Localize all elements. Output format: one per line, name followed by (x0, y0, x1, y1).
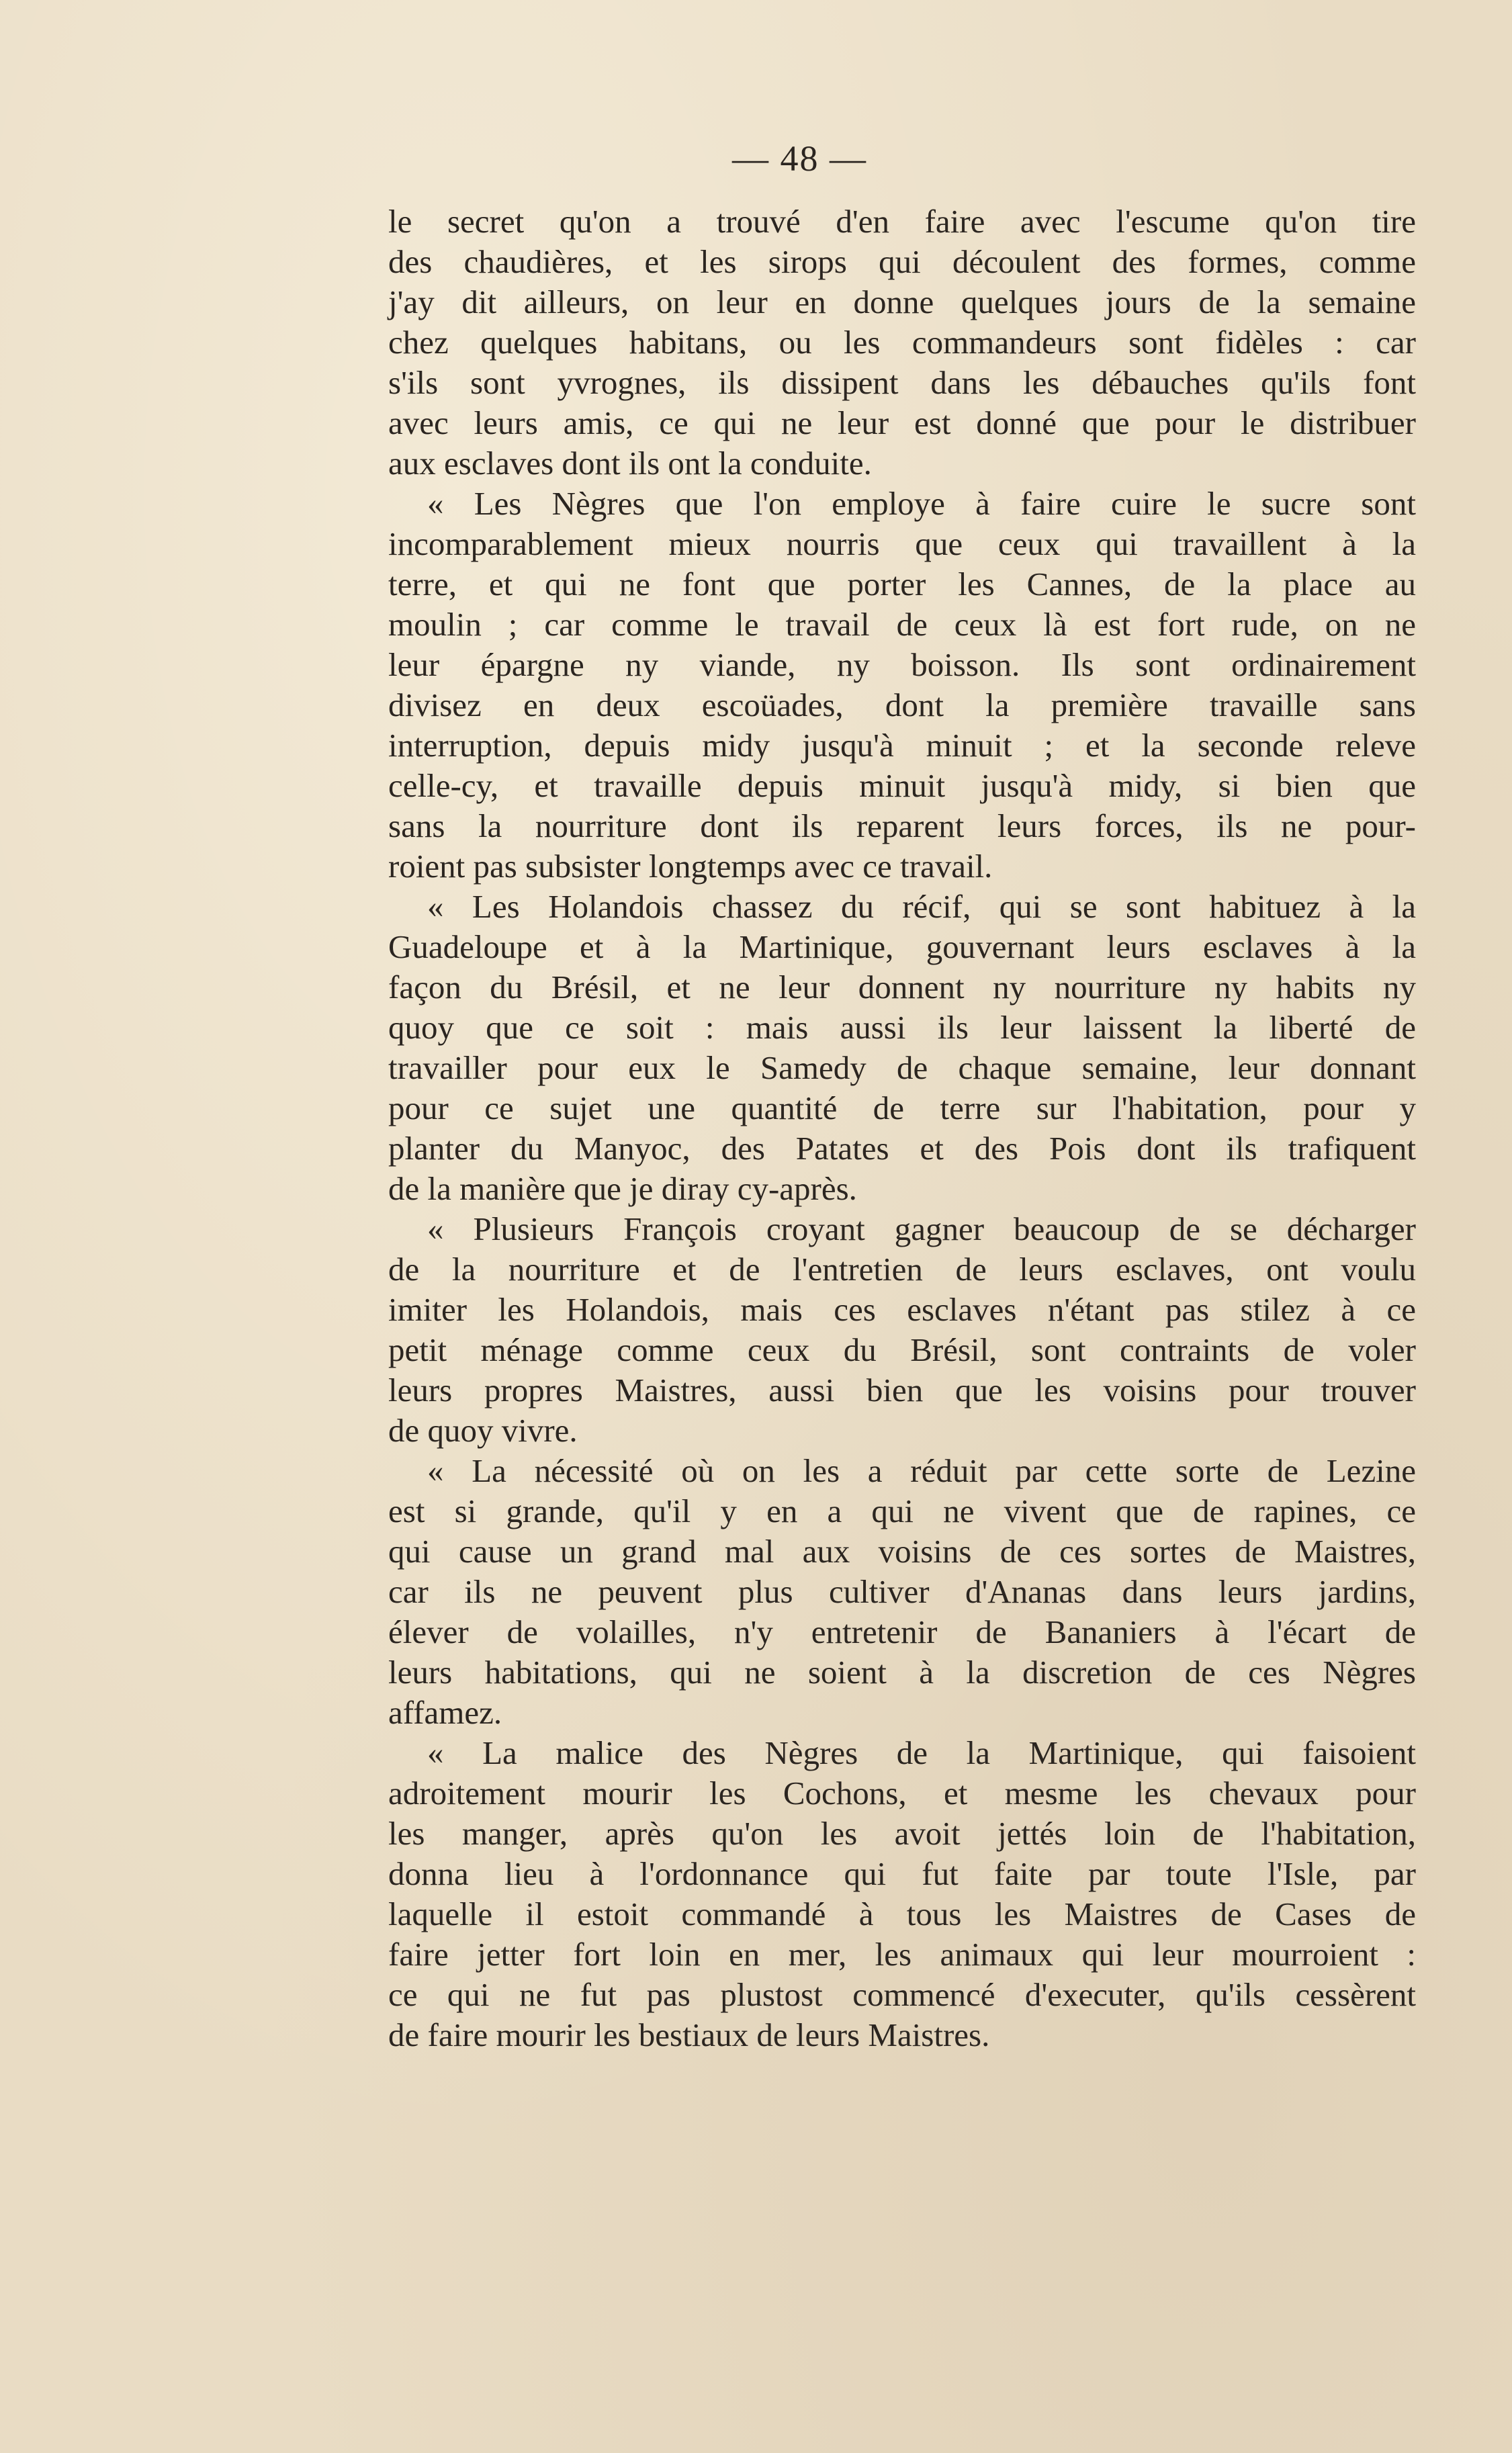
text-line: « Les Nègres que l'on employe à faire cuire le sucre sont (427, 485, 1416, 522)
text-line: chez quelques habitans, ou les commandeurs sont fidèles : car (388, 324, 1416, 361)
text-line: faire jetter fort loin en mer, les animaux qui leur mourroient : (388, 1936, 1416, 1973)
text-line: de la nourriture et de l'entretien de leurs esclaves, ont voulu (388, 1251, 1416, 1288)
text-line: sans la nourriture dont ils reparent leurs forces, ils ne pour- (388, 807, 1416, 844)
text-line: qui cause un grand mal aux voisins de ces sortes de Maistres, (388, 1533, 1416, 1570)
text-line: car ils ne peuvent plus cultiver d'Ananas dans leurs jardins, (388, 1573, 1416, 1610)
text-line: quoy que ce soit : mais aussi ils leur laissent la liberté de (388, 1009, 1416, 1046)
text-line: interruption, depuis midy jusqu'à minuit ; et la seconde releve (388, 727, 1416, 764)
text-line: donna lieu à l'ordonnance qui fut faite par toute l'Isle, par (388, 1855, 1416, 1892)
text-line: de faire mourir les bestiaux de leurs Maistres. (388, 2016, 990, 2053)
text-line: affamez. (388, 1694, 502, 1731)
text-line: petit ménage comme ceux du Brésil, sont contraints de voler (388, 1331, 1416, 1368)
text-line: Guadeloupe et à la Martinique, gouvernant leurs esclaves à la (388, 928, 1416, 965)
text-line: laquelle il estoit commandé à tous les Maistres de Cases de (388, 1896, 1416, 1932)
text-line: le secret qu'on a trouvé d'en faire avec l'escume qu'on tire (388, 203, 1416, 240)
text-line: s'ils sont yvrognes, ils dissipent dans les débauches qu'ils font (388, 364, 1416, 401)
text-line: leurs propres Maistres, aussi bien que les voisins pour trouver (388, 1372, 1416, 1409)
text-line: est si grande, qu'il y en a qui ne vivent que de rapines, ce (388, 1492, 1416, 1529)
text-line: les manger, après qu'on les avoit jettés loin de l'habitation, (388, 1815, 1416, 1852)
text-line: incomparablement mieux nourris que ceux qui travaillent à la (388, 525, 1416, 562)
page-number: — 48 — (732, 138, 867, 179)
text-line: « La malice des Nègres de la Martinique, qui faisoient (427, 1734, 1416, 1771)
text-line: celle-cy, et travaille depuis minuit jusqu'à midy, si bien que (388, 767, 1416, 804)
text-line: divisez en deux escoüades, dont la première travaille sans (388, 686, 1416, 723)
text-line: pour ce sujet une quantité de terre sur l'habitation, pour y (388, 1089, 1416, 1126)
text-line: terre, et qui ne font que porter les Cannes, de la place au (388, 566, 1416, 603)
text-line: « Plusieurs François croyant gagner beaucoup de se décharger (427, 1210, 1416, 1247)
text-line: aux esclaves dont ils ont la conduite. (388, 445, 872, 482)
text-line: avec leurs amis, ce qui ne leur est donné que pour le distribuer (388, 404, 1416, 441)
text-line: imiter les Holandois, mais ces esclaves n'étant pas stilez à ce (388, 1291, 1416, 1328)
text-line: élever de volailles, n'y entretenir de Bananiers à l'écart de (388, 1613, 1416, 1650)
text-line: planter du Manyoc, des Patates et des Pois dont ils trafiquent (388, 1130, 1416, 1167)
text-line: moulin ; car comme le travail de ceux là est fort rude, on ne (388, 606, 1416, 643)
text-line: roient pas subsister longtemps avec ce travail. (388, 848, 993, 885)
text-line: adroitement mourir les Cochons, et mesme les chevaux pour (388, 1775, 1416, 1812)
text-line: « Les Holandois chassez du récif, qui se sont habituez à la (427, 888, 1416, 925)
text-line: de quoy vivre. (388, 1412, 578, 1449)
text-line: façon du Brésil, et ne leur donnent ny nourriture ny habits ny (388, 969, 1416, 1006)
text-line: leurs habitations, qui ne soient à la discretion de ces Nègres (388, 1654, 1416, 1691)
text-line: « La nécessité où on les a réduit par cette sorte de Lezine (427, 1452, 1416, 1489)
text-line: j'ay dit ailleurs, on leur en donne quelques jours de la semaine (388, 283, 1416, 320)
text-line: travailler pour eux le Samedy de chaque semaine, leur donnant (388, 1049, 1416, 1086)
text-line: de la manière que je diray cy-après. (388, 1170, 857, 1207)
text-line: des chaudières, et les sirops qui découlent des formes, comme (388, 243, 1416, 280)
body-text (388, 202, 1416, 2055)
text-line: ce qui ne fut pas plustost commencé d'executer, qu'ils cessèrent (388, 1976, 1416, 2013)
text-line: leur épargne ny viande, ny boisson. Ils sont ordinairement (388, 646, 1416, 683)
